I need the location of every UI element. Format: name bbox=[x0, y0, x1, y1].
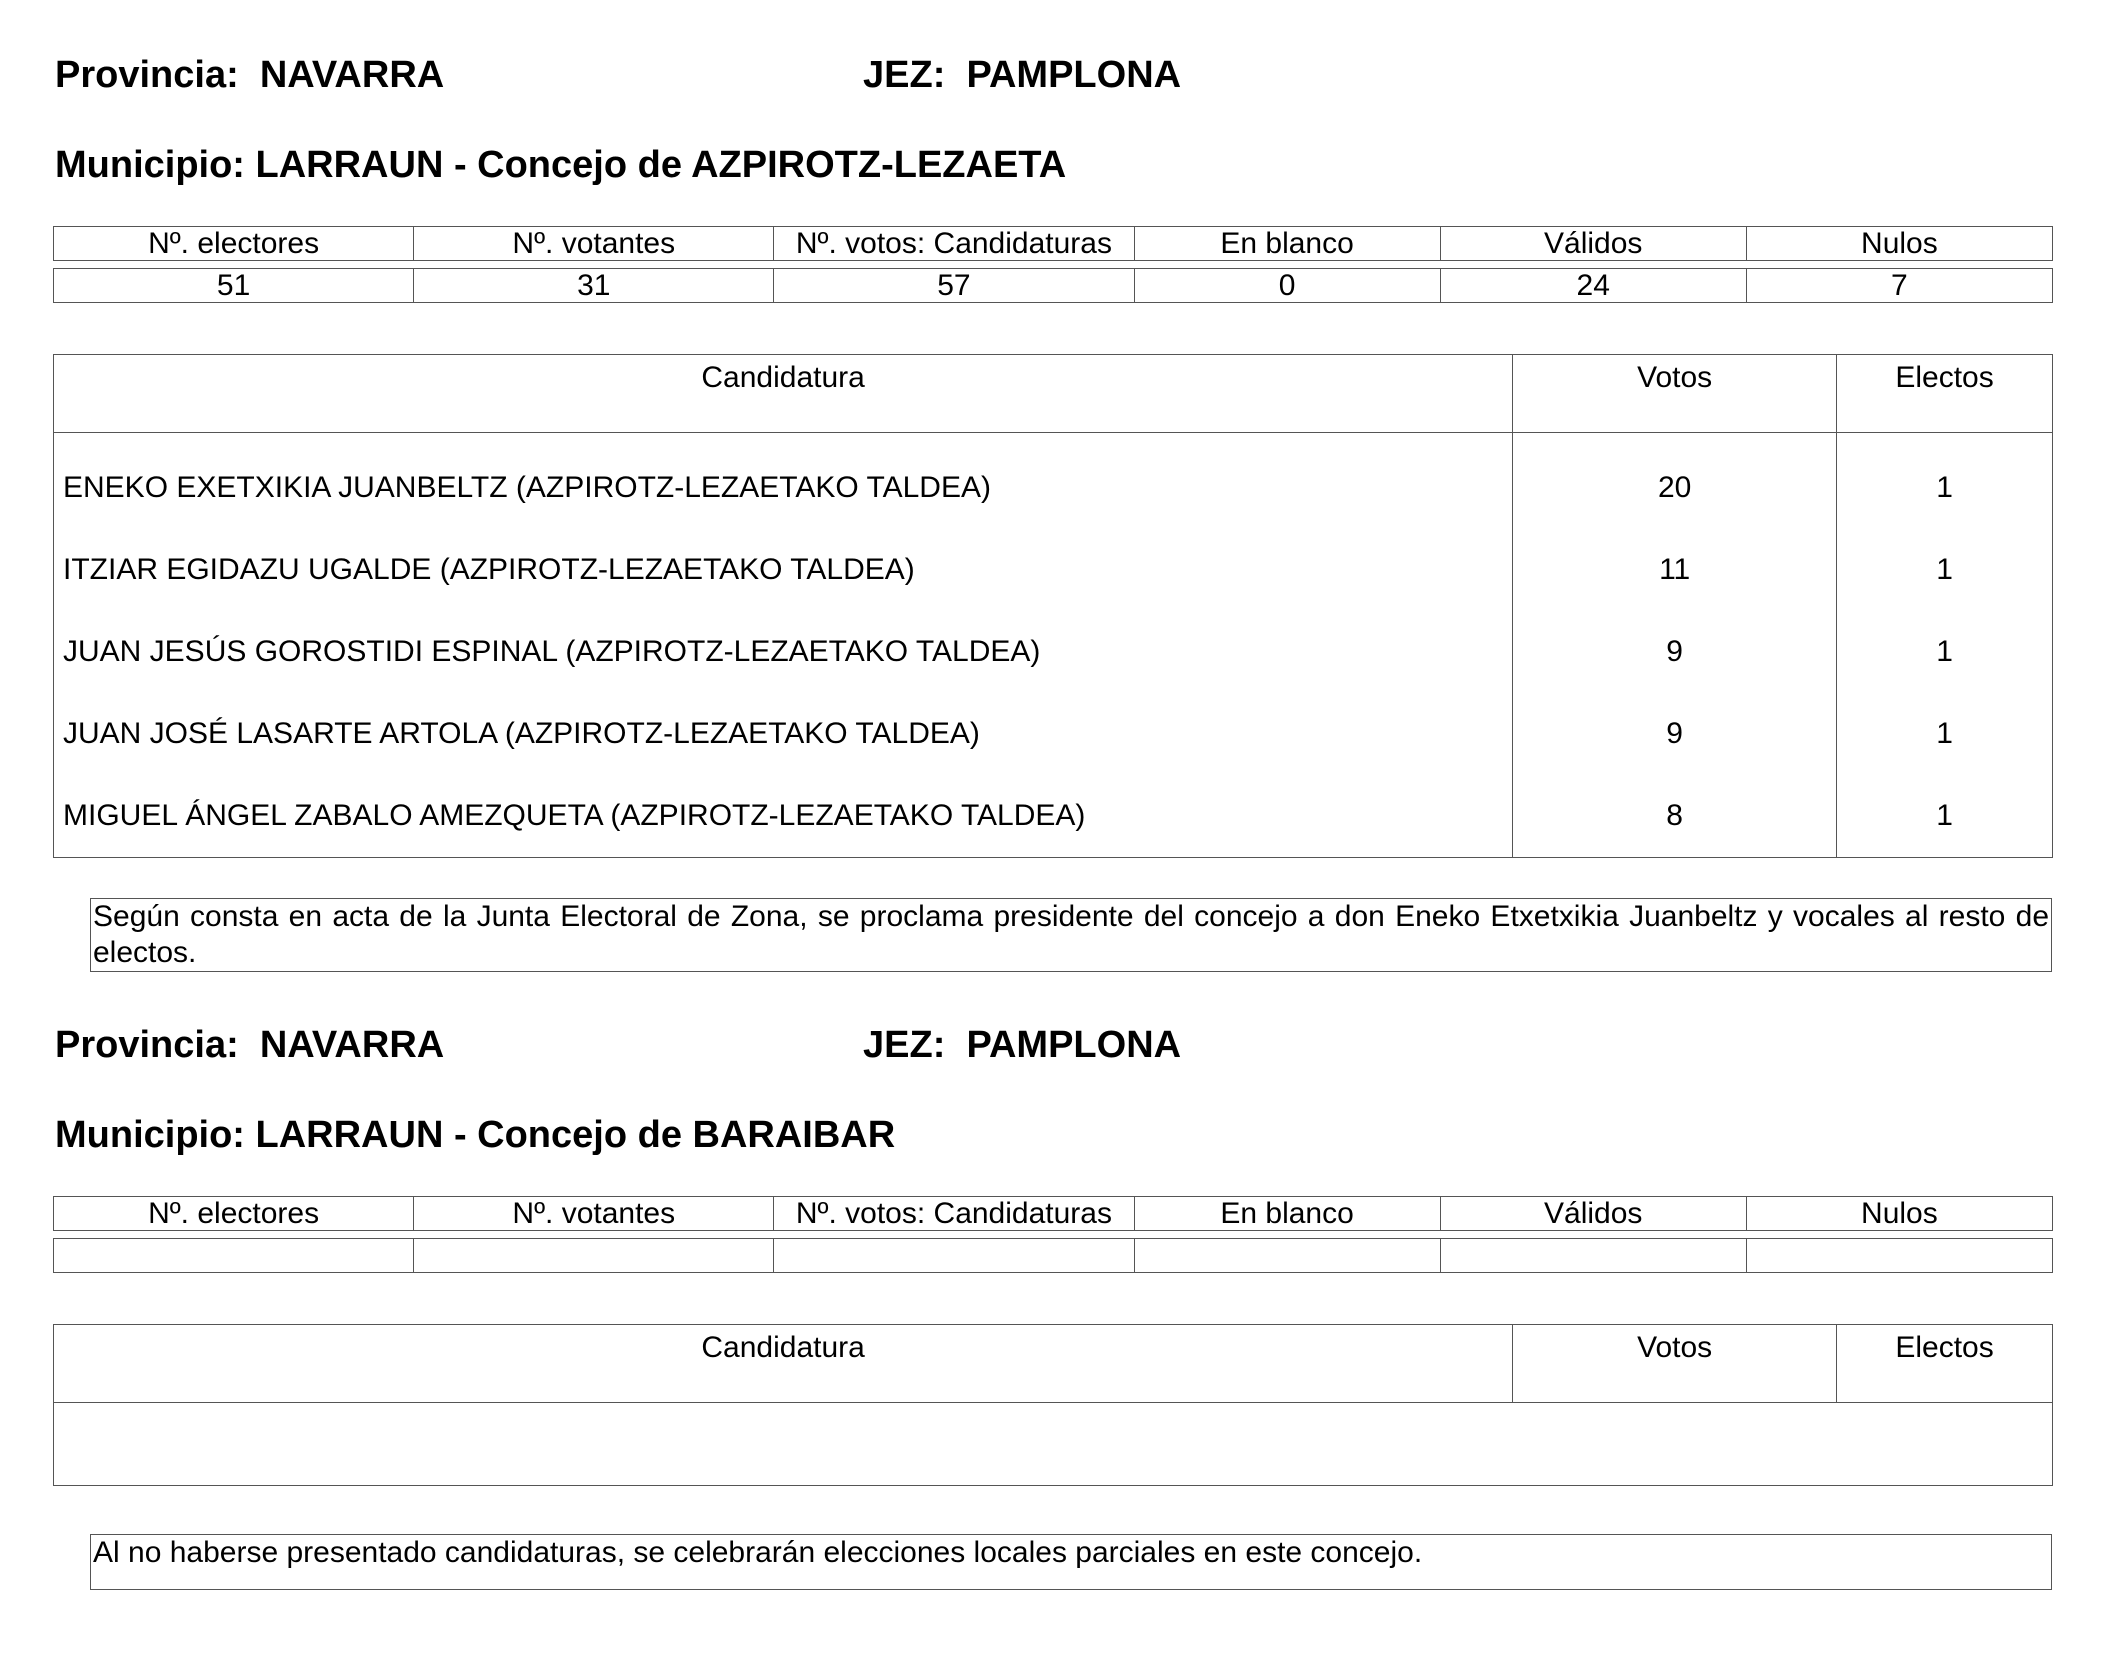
header-en-blanco: En blanco bbox=[1134, 1197, 1440, 1231]
header-electos: Electos bbox=[1837, 1325, 2053, 1403]
header-electores: Nº. electores bbox=[54, 1197, 414, 1231]
header-votos: Votos bbox=[1513, 1325, 1837, 1403]
candidate-elected: 1 bbox=[1837, 693, 2053, 775]
candidate-elected: 1 bbox=[1837, 775, 2053, 858]
candidate-elected: 1 bbox=[1837, 529, 2053, 611]
candidate-name: JUAN JOSÉ LASARTE ARTOLA (AZPIROTZ-LEZAETAKO TALDEA) bbox=[54, 693, 1513, 775]
value-en-blanco: 0 bbox=[1134, 269, 1440, 303]
value-electores: 51 bbox=[54, 269, 414, 303]
header-electores: Nº. electores bbox=[54, 227, 414, 261]
municipio-title: Municipio: LARRAUN - Concejo de AZPIROTZ-LEZAETA bbox=[55, 144, 1067, 186]
value-electores bbox=[54, 1239, 414, 1273]
stats-values-table bbox=[53, 268, 2053, 303]
table-row bbox=[54, 775, 2053, 858]
value-nulos: 7 bbox=[1746, 269, 2052, 303]
value-en-blanco bbox=[1134, 1239, 1440, 1273]
stats-values-table bbox=[53, 1238, 2053, 1273]
candidates-table bbox=[53, 1324, 2053, 1486]
table-row bbox=[54, 693, 2053, 775]
header-nulos: Nulos bbox=[1746, 227, 2052, 261]
header-validos: Válidos bbox=[1440, 227, 1746, 261]
partial-elections-note: Al no haberse presentado candidaturas, se celebrarán elecciones locales parciales en este concejo. bbox=[90, 1534, 2052, 1590]
header-validos: Válidos bbox=[1440, 1197, 1746, 1231]
candidate-votes: 20 bbox=[1513, 433, 1837, 530]
jez-label: JEZ: PAMPLONA bbox=[863, 54, 1182, 96]
value-validos bbox=[1440, 1239, 1746, 1273]
proclamation-note: Según consta en acta de la Junta Electoral de Zona, se proclama presidente del concejo a don Eneko Etxetxikia Juanbeltz y vocales al resto de electos. bbox=[90, 898, 2052, 972]
header-en-blanco: En blanco bbox=[1134, 227, 1440, 261]
table-row-empty bbox=[54, 1403, 2053, 1486]
empty-cell bbox=[54, 1403, 2053, 1486]
provincia-label: Provincia: NAVARRA bbox=[55, 54, 445, 96]
value-nulos bbox=[1746, 1239, 2052, 1273]
provincia-label: Provincia: NAVARRA bbox=[55, 1024, 445, 1066]
candidate-votes: 8 bbox=[1513, 775, 1837, 858]
candidate-votes: 9 bbox=[1513, 611, 1837, 693]
value-votos-candidaturas bbox=[774, 1239, 1134, 1273]
municipio-title: Municipio: LARRAUN - Concejo de BARAIBAR bbox=[55, 1114, 896, 1156]
value-votos-candidaturas: 57 bbox=[774, 269, 1134, 303]
candidate-elected: 1 bbox=[1837, 611, 2053, 693]
stats-header-table bbox=[53, 1196, 2053, 1231]
header-votantes: Nº. votantes bbox=[414, 1197, 774, 1231]
table-row bbox=[54, 529, 2053, 611]
table-row bbox=[54, 433, 2053, 530]
header-votantes: Nº. votantes bbox=[414, 227, 774, 261]
header-candidatura: Candidatura bbox=[54, 355, 1513, 433]
header-candidatura: Candidatura bbox=[54, 1325, 1513, 1403]
header-votos-candidaturas: Nº. votos: Candidaturas bbox=[774, 227, 1134, 261]
header-votos-candidaturas: Nº. votos: Candidaturas bbox=[774, 1197, 1134, 1231]
value-votantes: 31 bbox=[414, 269, 774, 303]
header-votos: Votos bbox=[1513, 355, 1837, 433]
header-nulos: Nulos bbox=[1746, 1197, 2052, 1231]
candidates-table bbox=[53, 354, 2053, 858]
candidate-name: MIGUEL ÁNGEL ZABALO AMEZQUETA (AZPIROTZ-LEZAETAKO TALDEA) bbox=[54, 775, 1513, 858]
stats-header-table bbox=[53, 226, 2053, 261]
candidate-elected: 1 bbox=[1837, 433, 2053, 530]
candidate-votes: 11 bbox=[1513, 529, 1837, 611]
header-electos: Electos bbox=[1837, 355, 2053, 433]
candidate-name: JUAN JESÚS GOROSTIDI ESPINAL (AZPIROTZ-LEZAETAKO TALDEA) bbox=[54, 611, 1513, 693]
table-row bbox=[54, 611, 2053, 693]
candidate-name: ITZIAR EGIDAZU UGALDE (AZPIROTZ-LEZAETAKO TALDEA) bbox=[54, 529, 1513, 611]
candidate-votes: 9 bbox=[1513, 693, 1837, 775]
value-validos: 24 bbox=[1440, 269, 1746, 303]
candidate-name: ENEKO EXETXIKIA JUANBELTZ (AZPIROTZ-LEZAETAKO TALDEA) bbox=[54, 433, 1513, 530]
value-votantes bbox=[414, 1239, 774, 1273]
jez-label: JEZ: PAMPLONA bbox=[863, 1024, 1182, 1066]
